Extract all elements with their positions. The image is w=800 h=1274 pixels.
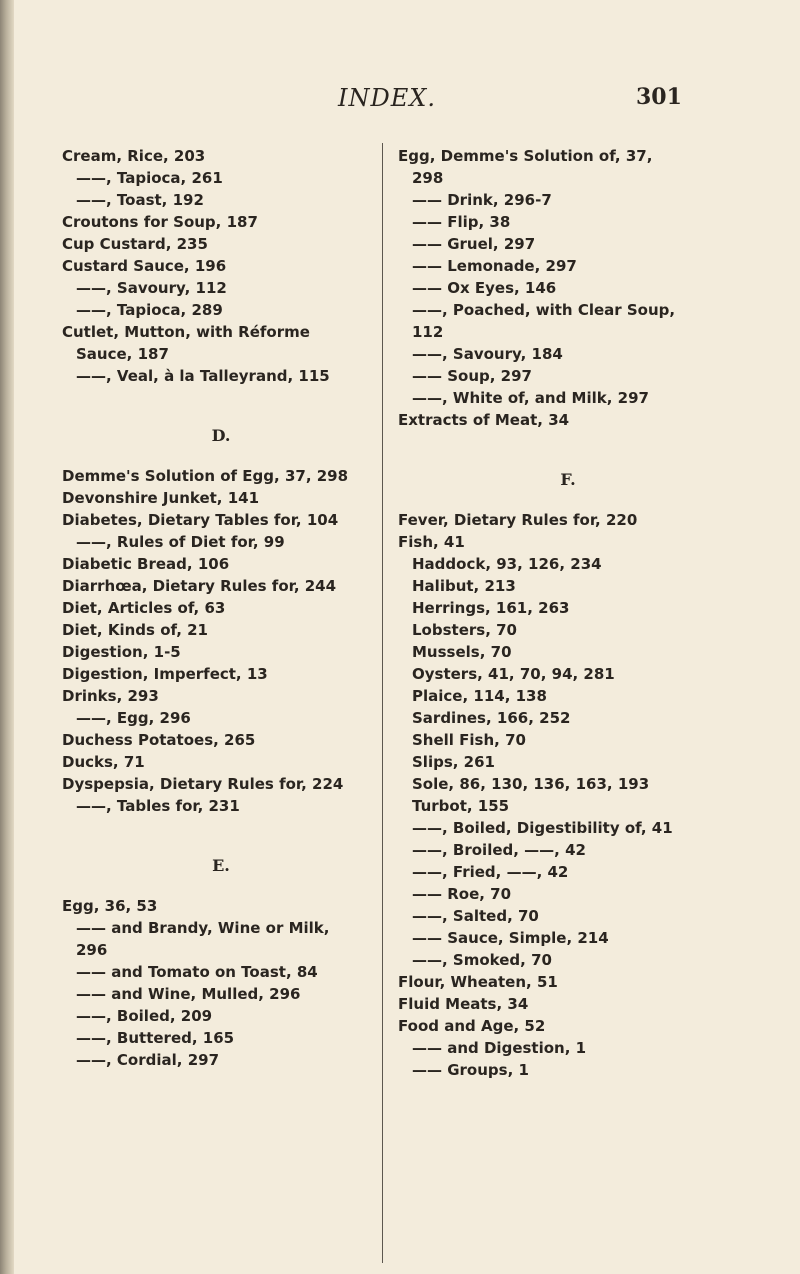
index-continuation: ——, Savoury, 112 — [76, 279, 227, 297]
index-entry: Croutons for Soup, 187 — [62, 213, 258, 231]
index-continuation: Sauce, 187 — [76, 345, 169, 363]
index-entry: Digestion, Imperfect, 13 — [62, 665, 268, 683]
page-header — [0, 84, 800, 118]
index-column-left — [62, 145, 380, 1071]
index-entry: Cream, Rice, 203 — [62, 147, 206, 165]
index-entry: Diabetic Bread, 106 — [62, 555, 230, 573]
index-column-right — [398, 145, 738, 1081]
index-entry: Egg, 36, 53 — [62, 897, 158, 915]
index-continuation: ——, Boiled, Digestibility of, 41 — [412, 819, 673, 837]
index-continuation: ——, Fried, ——, 42 — [412, 863, 569, 881]
section-spacer — [62, 447, 380, 465]
index-continuation: ——, Salted, 70 — [412, 907, 539, 925]
index-subentry: Sardines, 166, 252 — [412, 709, 571, 727]
section-letter: F. — [560, 470, 576, 489]
index-continuation: 298 — [412, 169, 444, 187]
index-subentry: Turbot, 155 — [412, 797, 510, 815]
index-entry: Flour, Wheaten, 51 — [398, 973, 558, 991]
index-subentry: Slips, 261 — [412, 753, 495, 771]
index-continuation: —— Roe, 70 — [412, 885, 512, 903]
index-entry: Demme's Solution of Egg, 37, 298 — [62, 467, 349, 485]
index-continuation: —— Flip, 38 — [412, 213, 511, 231]
index-entry: Diet, Articles of, 63 — [62, 599, 226, 617]
index-entry: Cutlet, Mutton, with Réforme — [62, 323, 310, 341]
index-continuation: ——, Broiled, ——, 42 — [412, 841, 586, 859]
index-entry: Digestion, 1-5 — [62, 643, 181, 661]
index-subentry: Haddock, 93, 126, 234 — [412, 555, 602, 573]
index-entry: Duchess Potatoes, 265 — [62, 731, 256, 749]
index-entry: Ducks, 71 — [62, 753, 145, 771]
index-continuation: 112 — [412, 323, 444, 341]
index-entry: Egg, Demme's Solution of, 37, — [398, 147, 653, 165]
index-continuation: ——, Poached, with Clear Soup, — [412, 301, 676, 319]
book-spine-edge — [0, 0, 14, 1274]
index-entry: Devonshire Junket, 141 — [62, 489, 260, 507]
index-subentry: Halibut, 213 — [412, 577, 516, 595]
index-continuation: ——, Tables for, 231 — [76, 797, 240, 815]
index-continuation: ——, Savoury, 184 — [412, 345, 563, 363]
index-continuation: —— and Wine, Mulled, 296 — [76, 985, 301, 1003]
index-continuation: —— and Brandy, Wine or Milk, — [76, 919, 330, 937]
index-subentry: Shell Fish, 70 — [412, 731, 526, 749]
index-entry: Food and Age, 52 — [398, 1017, 546, 1035]
section-spacer — [62, 387, 380, 425]
index-continuation: ——, Egg, 296 — [76, 709, 191, 727]
section-spacer — [398, 491, 738, 509]
index-entry: Custard Sauce, 196 — [62, 257, 227, 275]
index-continuation: ——, Toast, 192 — [76, 191, 204, 209]
index-continuation: —— Gruel, 297 — [412, 235, 536, 253]
index-entry: Diarrhœa, Dietary Rules for, 244 — [62, 577, 337, 595]
index-continuation: —— Soup, 297 — [412, 367, 532, 385]
index-continuation: —— Drink, 296-7 — [412, 191, 552, 209]
index-continuation: ——, Cordial, 297 — [76, 1051, 220, 1069]
index-continuation: —— Sauce, Simple, 214 — [412, 929, 609, 947]
section-spacer — [398, 431, 738, 469]
column-divider — [382, 143, 383, 1263]
index-subentry: Herrings, 161, 263 — [412, 599, 570, 617]
index-entry: Diet, Kinds of, 21 — [62, 621, 208, 639]
index-entry: Dyspepsia, Dietary Rules for, 224 — [62, 775, 344, 793]
index-entry: Cup Custard, 235 — [62, 235, 208, 253]
index-continuation: ——, Buttered, 165 — [76, 1029, 235, 1047]
index-subentry: Lobsters, 70 — [412, 621, 517, 639]
section-spacer — [62, 877, 380, 895]
index-entry: Fish, 41 — [398, 533, 465, 551]
index-continuation: —— Groups, 1 — [412, 1061, 529, 1079]
index-entry: Diabetes, Dietary Tables for, 104 — [62, 511, 339, 529]
index-continuation: ——, White of, and Milk, 297 — [412, 389, 649, 407]
index-continuation: ——, Rules of Diet for, 99 — [76, 533, 285, 551]
page-number: 301 — [636, 84, 682, 110]
index-continuation: ——, Tapioca, 261 — [76, 169, 223, 187]
section-letter: E. — [212, 856, 230, 875]
section-letter: D. — [211, 426, 231, 445]
index-entry: Fever, Dietary Rules for, 220 — [398, 511, 638, 529]
index-subentry: Mussels, 70 — [412, 643, 512, 661]
index-continuation: 296 — [76, 941, 108, 959]
section-spacer — [62, 817, 380, 855]
index-continuation: —— and Digestion, 1 — [412, 1039, 587, 1057]
index-subentry: Sole, 86, 130, 136, 163, 193 — [412, 775, 650, 793]
index-subentry: Plaice, 114, 138 — [412, 687, 547, 705]
running-title: INDEX. — [338, 84, 436, 112]
index-continuation: ——, Smoked, 70 — [412, 951, 552, 969]
index-entry: Fluid Meats, 34 — [398, 995, 529, 1013]
index-continuation: —— Ox Eyes, 146 — [412, 279, 557, 297]
index-subentry: Oysters, 41, 70, 94, 281 — [412, 665, 615, 683]
index-entry: Extracts of Meat, 34 — [398, 411, 570, 429]
index-continuation: —— Lemonade, 297 — [412, 257, 577, 275]
index-continuation: ——, Veal, à la Talleyrand, 115 — [76, 367, 330, 385]
index-continuation: —— and Tomato on Toast, 84 — [76, 963, 318, 981]
index-continuation: ——, Tapioca, 289 — [76, 301, 223, 319]
index-continuation: ——, Boiled, 209 — [76, 1007, 213, 1025]
index-entry: Drinks, 293 — [62, 687, 159, 705]
